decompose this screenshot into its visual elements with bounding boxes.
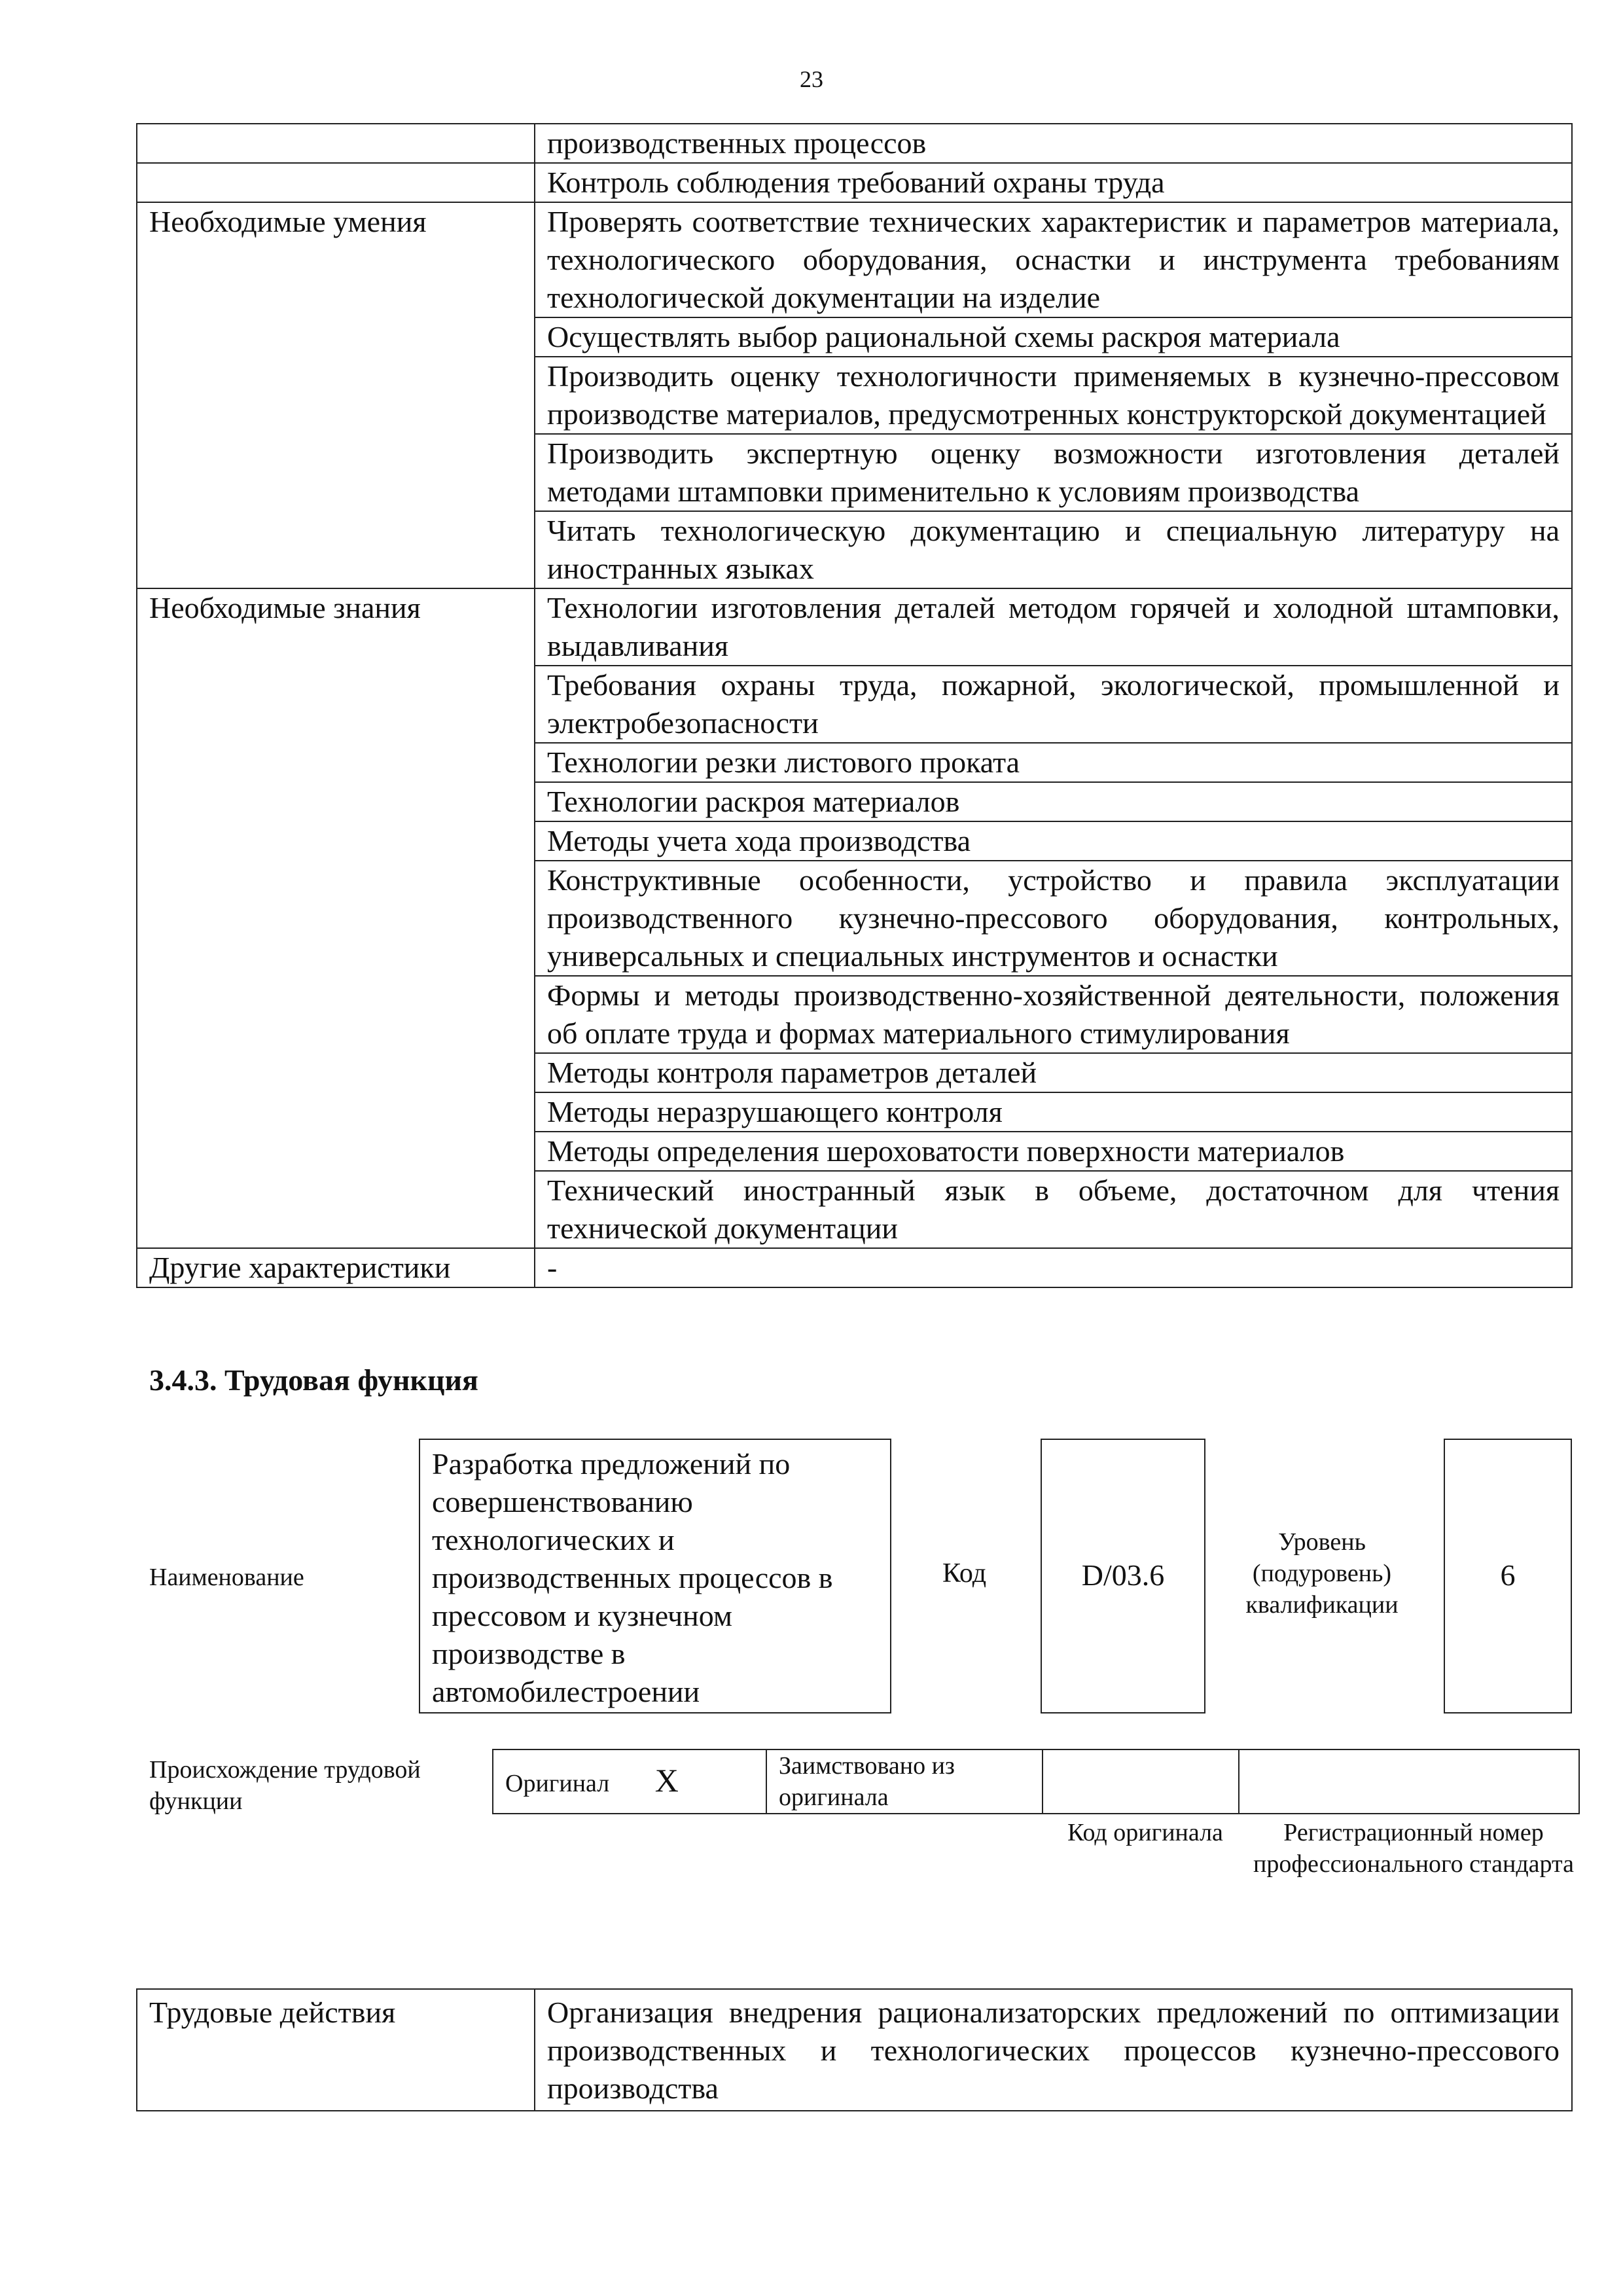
code-label: Код <box>942 1558 987 1588</box>
level-value-box: 6 <box>1444 1439 1572 1713</box>
reg-number-caption: Регистрационный номер профессионального стандарта <box>1253 1819 1574 1878</box>
knowledge-item: Методы неразрушающего контроля <box>535 1092 1572 1132</box>
table-cell: Контроль соблюдения требований охраны труда <box>535 163 1572 202</box>
name-value-box: Разработка предложений по совершенствованию технологических и производственных процессов в прессовом и кузнечном производстве в автомобилестроении <box>419 1439 891 1713</box>
skill-item: Производить экспертную оценку возможности изготовления деталей методами штамповки применительно к условиям производства <box>535 434 1572 511</box>
table-row <box>137 588 1572 666</box>
table-cell: производственных процессов <box>535 124 1572 163</box>
skills-label: Необходимые умения <box>137 202 535 588</box>
original-cell <box>493 1749 766 1814</box>
section-heading: 3.4.3. Трудовая функция <box>149 1363 478 1397</box>
borrowed-label: Заимствовано из оригинала <box>766 1749 1043 1814</box>
knowledge-item: Методы контроля параметров деталей <box>535 1053 1572 1092</box>
name-label: Наименование <box>149 1564 304 1591</box>
knowledge-item: Требования охраны труда, пожарной, экологической, промышленной и электробезопасности <box>535 666 1572 743</box>
page-number: 23 <box>800 66 823 92</box>
table-row <box>137 1989 1572 2111</box>
knowledge-item: Технологии раскроя материалов <box>535 782 1572 821</box>
skill-item: Читать технологическую документацию и специальную литературу на иностранных языках <box>535 511 1572 588</box>
actions-label: Трудовые действия <box>137 1989 535 2111</box>
knowledge-item: Технологии изготовления деталей методом горячей и холодной штамповки, выдавливания <box>535 588 1572 666</box>
reg-number-cell <box>1239 1749 1579 1814</box>
original-label: Оригинал <box>505 1769 610 1797</box>
empty-label-cell <box>137 163 535 202</box>
skill-item: Проверять соответствие технических характеристик и параметров материала, технологического оборудования, оснастки и инструмента требованиям технологической документации на изделие <box>535 202 1572 317</box>
table-row <box>137 163 1572 202</box>
original-mark: X <box>654 1761 679 1799</box>
table-row <box>493 1749 1579 1814</box>
code-original-caption: Код оригинала <box>1067 1819 1223 1846</box>
origin-label: Происхождение трудовой функции <box>149 1756 421 1815</box>
table-row <box>137 124 1572 163</box>
empty-label-cell <box>137 124 535 163</box>
knowledge-item: Технический иностранный язык в объеме, достаточном для чтения технической документации <box>535 1171 1572 1248</box>
knowledge-item: Методы учета хода производства <box>535 821 1572 861</box>
other-value: - <box>535 1248 1572 1287</box>
table-row <box>137 1248 1572 1287</box>
requirements-table <box>136 123 1573 1288</box>
skill-item: Осуществлять выбор рациональной схемы раскроя материала <box>535 317 1572 357</box>
code-value-box: D/03.6 <box>1041 1439 1205 1713</box>
origin-table <box>492 1749 1580 1814</box>
knowledge-item: Методы определения шероховатости поверхности материалов <box>535 1132 1572 1171</box>
actions-table <box>136 1988 1573 2111</box>
knowledge-item: Формы и методы производственно-хозяйственной деятельности, положения об оплате труда и формах материального стимулирования <box>535 976 1572 1053</box>
table-row <box>137 202 1572 317</box>
other-label: Другие характеристики <box>137 1248 535 1287</box>
original-code-cell <box>1043 1749 1239 1814</box>
level-label: Уровень (подуровень) квалификации <box>1245 1528 1399 1619</box>
knowledge-label: Необходимые знания <box>137 588 535 1248</box>
action-item: Организация внедрения рационализаторских предложений по оптимизации производственных и технологических процессов кузнечно-прессового производства <box>535 1989 1572 2111</box>
skill-item: Производить оценку технологичности применяемых в кузнечно-прессовом производстве материалов, предусмотренных конструкторской документацией <box>535 357 1572 434</box>
knowledge-item: Технологии резки листового проката <box>535 743 1572 782</box>
knowledge-item: Конструктивные особенности, устройство и правила эксплуатации производственного кузнечно-прессового оборудования, контрольных, универсальных и специальных инструментов и оснастки <box>535 861 1572 976</box>
